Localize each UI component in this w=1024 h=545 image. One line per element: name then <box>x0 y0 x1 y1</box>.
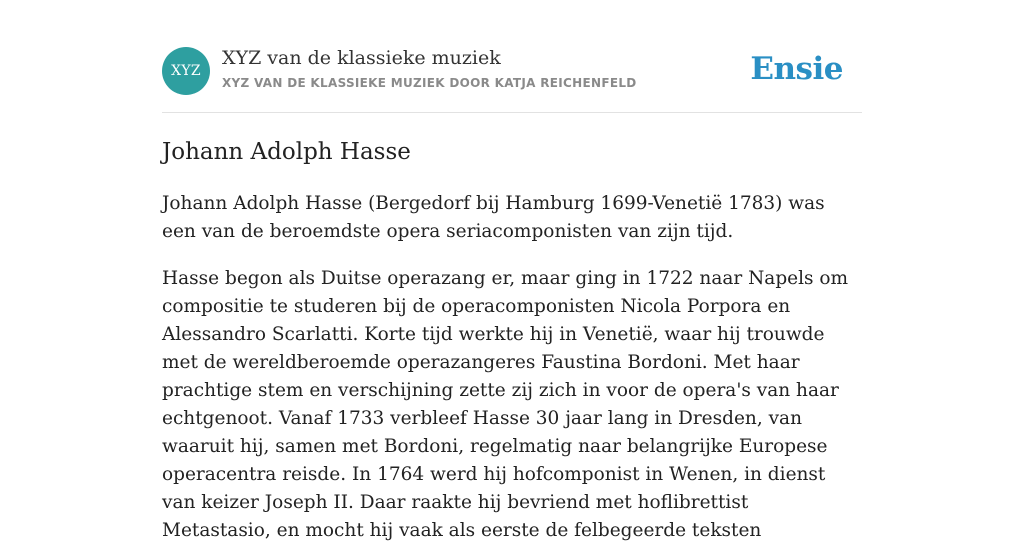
article-paragraph-2: Hasse begon als Duitse operazang er, maar ging in 1722 naar Napels om compositie te studeren bij de operacomponisten Nicola Porpora en Alessandro Scarlatti. Korte tijd werkte hij in Venetië, waar hij trouwde met de wereldberoemde operazangeres Faustina Bordoni. Met haar prachtige stem en verschijning zette zij zich in voor de opera's van haar echtgenoot. Vanaf 1733 verbleef Hasse 30 jaar lang in Dresden, van waaruit hij, samen met Bordoni, regelmatig naar belangrijke Europese operacentra reisde. In 1764 werd hij hofcomponist in Wenen, in dienst van keizer Joseph II. Daar raakte hij bevriend met hoflibrettist Metastasio, en mocht hij vaak als eerste de felbegeerde teksten <box>162 268 849 541</box>
page-title: Johann Adolph Hasse <box>162 139 411 165</box>
header <box>162 47 862 113</box>
collection-title[interactable]: XYZ van de klassieke muziek <box>222 47 501 69</box>
article <box>162 136 862 545</box>
brand-logo[interactable]: Ensie <box>750 51 843 87</box>
avatar[interactable]: XYZ <box>162 47 210 95</box>
collection-subtitle: XYZ VAN DE KLASSIEKE MUZIEK DOOR KATJA REICHENFELD <box>222 76 637 90</box>
article-paragraph-1: Johann Adolph Hasse (Bergedorf bij Hamburg 1699-Venetië 1783) was een van de beroemdste opera seriacomponisten van zijn tijd. <box>162 193 825 242</box>
